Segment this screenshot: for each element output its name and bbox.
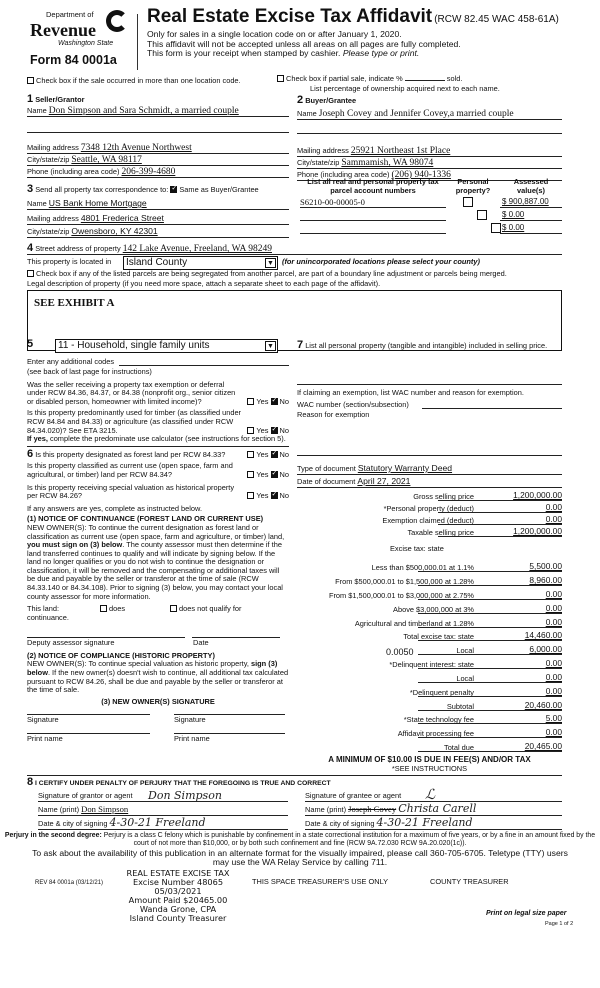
s7-personal-text: List all personal property (tangible and intangible) included in selling price. bbox=[305, 341, 548, 350]
s6-q1 bbox=[27, 447, 243, 460]
grantee-name-field[interactable] bbox=[305, 803, 562, 816]
notice2-title: (2) NOTICE OF COMPLIANCE (HISTORIC PROPERTY) bbox=[27, 650, 215, 660]
n2a: NEW OWNER(S): To continue special valuation as historic property, bbox=[27, 659, 251, 669]
personal-line[interactable] bbox=[297, 384, 562, 385]
stamp-line: Island County Treasurer bbox=[129, 913, 227, 923]
tax-row-label: *Delinquent interest: state bbox=[389, 660, 474, 669]
n2b: sign (3) below bbox=[27, 659, 278, 678]
grantor-name-field[interactable] bbox=[38, 803, 288, 816]
tax-row bbox=[300, 590, 562, 602]
seller-mail-field[interactable] bbox=[27, 144, 289, 154]
notice1-text bbox=[27, 524, 289, 601]
tax-row bbox=[300, 503, 562, 515]
tax-row-value[interactable]: 8,960.00 bbox=[478, 576, 562, 586]
parcel-line[interactable] bbox=[300, 233, 446, 234]
tax-row-value[interactable]: 20,460.00 bbox=[478, 701, 562, 711]
tax-row-value[interactable]: 1,200,000.00 bbox=[478, 491, 562, 501]
section-number: 8 bbox=[27, 776, 34, 788]
correspondence-heading bbox=[27, 185, 259, 195]
label: Mailing address bbox=[297, 146, 349, 155]
tax-row-value[interactable]: 0.00 bbox=[478, 687, 562, 697]
no-checkbox[interactable] bbox=[271, 427, 278, 434]
s5-q2-row bbox=[27, 409, 289, 435]
label: City/state/zip bbox=[27, 227, 70, 236]
yes-label: Yes bbox=[256, 491, 269, 501]
stamp-line: Excise Number 48065 bbox=[132, 877, 224, 887]
label: City/state/zip bbox=[27, 155, 70, 164]
grantor-name: Don Simpson bbox=[81, 804, 129, 814]
see-instructions: *SEE INSTRUCTIONS bbox=[391, 764, 468, 773]
tax-row bbox=[300, 618, 562, 630]
print-name-label: Print name bbox=[27, 734, 63, 744]
grantee-name: Joseph Covey bbox=[348, 804, 397, 814]
partial-label: Check box if partial sale, indicate % bbox=[286, 74, 403, 83]
s6-q1-text: Is this property designated as forest land per RCW 84.33? bbox=[35, 449, 226, 459]
alt-format-note: To ask about the availability of this publication in an alternate format for the visually impaired, please call 360-705-6705. Teletype (TTY) users may use the WA Relay Service by calling 711. bbox=[32, 848, 568, 867]
located-label: This property is located in bbox=[27, 257, 112, 266]
tax-row bbox=[300, 527, 562, 539]
s6-q2: Is this property classified as current use (open space, farm and agricultural, or timber) land per RCW 84.34? bbox=[27, 461, 233, 479]
buyer-title: Buyer/Grantee bbox=[305, 96, 357, 105]
exemption-note: If claiming an exemption, list WAC number and reason for exemption. bbox=[297, 388, 524, 397]
doc-type: Statutory Warranty Deed bbox=[357, 463, 453, 473]
ownership-note: List percentage of ownership acquired next to each name. bbox=[310, 84, 500, 93]
page-number: Page 1 of 2 bbox=[545, 921, 574, 927]
perjury-bold: Perjury in the second degree: bbox=[4, 832, 102, 839]
n1b: you must sign on (3) below bbox=[27, 540, 123, 550]
county-treasurer: COUNTY TREASURER bbox=[430, 877, 509, 886]
corr-name: US Bank Home Mortgage bbox=[48, 198, 147, 208]
seller-phone-field[interactable] bbox=[27, 168, 289, 178]
dor-logo bbox=[30, 10, 130, 50]
reason-label: Reason for exemption bbox=[297, 410, 370, 419]
header-line3a: This form is your receipt when stamped by cashier. bbox=[147, 48, 343, 59]
form-title: Real Estate Excise Tax Affidavit bbox=[147, 6, 433, 27]
s5-q1: Was the seller receiving a property tax exemption or deferral under RCW 84.36, 84.37, or 84.38 (nonprofit org., senior citizen or disabled person, homeowner with limited income)? bbox=[27, 379, 236, 406]
section-number: 2 bbox=[297, 94, 304, 106]
tax-row-value[interactable]: 5.00 bbox=[478, 714, 562, 724]
stamp-line: Amount Paid $20465.00 bbox=[128, 895, 228, 905]
s6-q2-yesno bbox=[247, 471, 289, 480]
header-line3 bbox=[147, 49, 461, 59]
tax-row bbox=[300, 701, 562, 713]
tax-row-label: From $500,000.01 to $1,500,000 at 1.28% bbox=[335, 577, 474, 586]
tax-row-value[interactable]: 20,465.00 bbox=[478, 742, 562, 752]
does-label: does bbox=[109, 604, 126, 614]
yes-checkbox[interactable] bbox=[247, 492, 254, 499]
seller-name-line2 bbox=[27, 132, 289, 133]
personal-property-checkbox[interactable] bbox=[477, 210, 487, 220]
s6-ifany: If any answers are yes, complete as instructed below. bbox=[27, 503, 202, 513]
tax-row-label: *State technology fee bbox=[403, 715, 474, 724]
label: City/state/zip bbox=[297, 158, 340, 167]
personal-header: Personal property? bbox=[455, 177, 491, 195]
parcel-number: S6210-00-00005-0 bbox=[300, 197, 365, 207]
yes-checkbox[interactable] bbox=[247, 427, 254, 434]
label: Mailing address bbox=[27, 143, 79, 152]
tax-row-label: Agricultural and timberland at 1.28% bbox=[354, 619, 474, 628]
assessed-value: $ 0.00 bbox=[500, 210, 562, 221]
assessed-header: Assessed value(s) bbox=[513, 177, 549, 195]
perjury-note bbox=[0, 832, 600, 848]
label: Name (print) bbox=[38, 805, 80, 814]
label: Date & city of signing bbox=[305, 819, 375, 828]
label: WAC number (section/subsection) bbox=[297, 400, 409, 409]
wac-field[interactable] bbox=[297, 401, 562, 410]
tax-row-label: Less than $500,000.01 at 1.1% bbox=[371, 563, 474, 572]
no-label: No bbox=[279, 449, 289, 459]
seller-city-field[interactable] bbox=[27, 156, 289, 166]
buyer-city: Sammamish, WA 98074 bbox=[341, 158, 434, 168]
assessed-value: $ 900,887.00 bbox=[500, 197, 562, 208]
label: Name bbox=[297, 109, 317, 118]
s5-q1-row bbox=[27, 381, 289, 407]
yes-label: Yes bbox=[256, 449, 269, 459]
doc-date: April 27, 2021 bbox=[357, 476, 411, 486]
corr-name-field[interactable] bbox=[27, 199, 289, 210]
grantee-sig-field[interactable] bbox=[305, 787, 562, 803]
seller-phone: 206-399-4680 bbox=[121, 167, 176, 177]
s5-q2: Is this property predominantly used for timber (as classified under RCW 84.84 and 84.33) or agriculture (as classified under RCW 84.34.020)? See ETA 3215. bbox=[27, 408, 242, 435]
label: Name (print) bbox=[305, 805, 347, 814]
corr-mail: 4801 Frederica Street bbox=[80, 213, 164, 223]
header-line3b: Please type or print. bbox=[342, 48, 420, 59]
stamp-line: Wanda Grone, CPA bbox=[139, 904, 217, 914]
grantee-signature-image: ℒ bbox=[425, 787, 436, 803]
section-number: 7 bbox=[297, 339, 304, 351]
does-not-label: does not qualify for bbox=[179, 604, 242, 614]
print-name-label: Print name bbox=[174, 734, 210, 744]
seller-title: Seller/Grantor bbox=[35, 95, 85, 104]
print-name-row bbox=[27, 725, 289, 744]
local-rate: 0.0050 bbox=[386, 647, 414, 657]
parcel-line[interactable] bbox=[300, 207, 446, 208]
tax-row-label: Total excise tax: state bbox=[403, 632, 474, 641]
buyer-name-line2 bbox=[297, 133, 562, 134]
same-as-buyer-checkbox[interactable] bbox=[170, 186, 177, 193]
tax-row bbox=[300, 576, 562, 588]
tax-row-label: *Delinquent penalty bbox=[409, 688, 474, 697]
tax-row-label: Exemption claimed (deduct) bbox=[382, 516, 474, 525]
header-line1: Only for sales in a single location code on or after January 1, 2020. bbox=[147, 29, 402, 39]
this-land-row bbox=[27, 605, 289, 614]
buyer-name: Joseph Covey and Jennifer Covey,a married couple bbox=[318, 109, 514, 119]
yes-checkbox[interactable] bbox=[247, 471, 254, 478]
grantor-date: 4-30-21 Freeland bbox=[109, 816, 206, 829]
tax-row-value[interactable]: 0.00 bbox=[478, 659, 562, 669]
s6-q3-yesno bbox=[247, 492, 289, 501]
s5-ifyes bbox=[27, 435, 289, 447]
header-divider bbox=[137, 14, 138, 70]
parcel-header: List all real and personal property tax parcel account numbers bbox=[307, 177, 439, 195]
yes-checkbox[interactable] bbox=[247, 451, 254, 458]
partial-sold: sold. bbox=[446, 74, 463, 83]
label: Signature of grantor or agent bbox=[38, 791, 133, 800]
tax-row-value[interactable]: 6,000.00 bbox=[478, 645, 562, 655]
signature-row bbox=[27, 706, 289, 725]
tax-row-value[interactable]: 0.00 bbox=[478, 618, 562, 628]
header-line2: This affidavit will not be accepted unless all areas on all pages are fully completed. bbox=[147, 38, 461, 49]
tax-row-label: From $1,500,000.01 to $3,000,000 at 2.75% bbox=[328, 591, 474, 600]
no-checkbox[interactable] bbox=[271, 398, 278, 405]
notice2-text bbox=[27, 660, 289, 694]
correspondence-label: Send all property tax correspondence to: bbox=[35, 185, 169, 194]
seller-name: Don Simpson and Sara Schmidt, a married couple bbox=[48, 106, 239, 116]
tax-row bbox=[300, 742, 562, 754]
logo-dept: Department of bbox=[46, 10, 94, 19]
does-not-checkbox[interactable] bbox=[170, 605, 241, 614]
tax-row bbox=[300, 714, 562, 726]
label: Enter any additional codes bbox=[27, 357, 115, 366]
tax-row-value[interactable]: 14,460.00 bbox=[478, 631, 562, 641]
doc-date-field[interactable] bbox=[297, 477, 562, 488]
county-select[interactable] bbox=[123, 256, 278, 270]
no-label: No bbox=[279, 469, 289, 479]
section-number: 3 bbox=[27, 183, 34, 195]
buyer-mail: 25921 Northeast 1st Place bbox=[350, 146, 451, 156]
legal-label: Legal description of property (if you need more space, attach a separate sheet to each page of the affidavit). bbox=[27, 279, 381, 288]
tax-row-label: Taxable selling price bbox=[407, 528, 474, 537]
ifyes-bold: If yes, bbox=[27, 434, 48, 444]
minimum-due: A MINIMUM OF $10.00 IS DUE IN FEE(S) AND/OR TAX bbox=[328, 755, 531, 764]
notice1-title: (1) NOTICE OF CONTINUANCE (FOREST LAND OR CURRENT USE) bbox=[27, 514, 264, 524]
ifyes-text: complete the predominate use calculator (see instructions for section 5). bbox=[47, 434, 286, 444]
certify bbox=[27, 776, 331, 788]
tax-row bbox=[300, 659, 562, 671]
notice3-title: (3) NEW OWNER(S) SIGNATURE bbox=[101, 696, 215, 706]
form-number: Form 84 0001a bbox=[30, 53, 117, 67]
property-street: 142 Lake Avenue, Freeland, WA 98249 bbox=[122, 244, 272, 254]
buyer-phone: (206) 940-1336 bbox=[391, 170, 451, 180]
tax-row-value[interactable]: 0.00 bbox=[478, 590, 562, 600]
chevron-down-icon: ▼ bbox=[265, 258, 276, 268]
tax-row bbox=[300, 687, 562, 699]
n1a: NEW OWNER(S): To continue the current designation as forest land or classification as current use (open space, farm and agriculture, or timber) land, bbox=[27, 522, 285, 541]
label: Mailing address bbox=[27, 214, 79, 223]
s6-q1-yesno bbox=[247, 451, 289, 460]
yes-label: Yes bbox=[256, 396, 269, 406]
no-label: No bbox=[279, 396, 289, 406]
signature-label: Signature bbox=[174, 715, 206, 725]
date-label: Date bbox=[193, 637, 209, 647]
this-land-label: This land: bbox=[27, 604, 60, 614]
s7-personal bbox=[297, 341, 559, 351]
partial-sale-checkbox[interactable] bbox=[277, 75, 462, 84]
see-back: (see back of last page for instructions) bbox=[27, 367, 152, 376]
personal-property-checkbox[interactable] bbox=[463, 197, 473, 207]
tax-row-label: Gross selling price bbox=[413, 492, 474, 501]
buyer-mail-field[interactable] bbox=[297, 147, 562, 157]
grantor-signature-image: Don Simpson bbox=[148, 789, 222, 802]
multi-location-checkbox[interactable] bbox=[27, 77, 241, 86]
tax-row-value[interactable]: 1,200,000.00 bbox=[478, 527, 562, 537]
tax-row-label: Subtotal bbox=[446, 702, 474, 711]
no-checkbox[interactable] bbox=[271, 471, 278, 478]
label: Name bbox=[27, 199, 47, 208]
county-note: (for unincorporated locations please select your county) bbox=[282, 257, 480, 266]
corr-mail-field[interactable] bbox=[27, 214, 289, 225]
segregated-label: Check box if any of the listed parcels are being segregated from another parcel, are part of a boundary line adjustment or parcels being merged. bbox=[36, 269, 507, 278]
buyer-city-field[interactable] bbox=[297, 159, 562, 169]
county-value: Island County bbox=[126, 257, 188, 268]
label: Phone (including area code) bbox=[297, 170, 390, 179]
doc-type-field[interactable] bbox=[297, 464, 562, 475]
tax-row-label: Affidavit processing fee bbox=[397, 729, 474, 738]
grantor-date-field[interactable] bbox=[38, 817, 288, 830]
deputy-label: Deputy assessor signature bbox=[27, 637, 115, 647]
label: Date of document bbox=[297, 477, 356, 486]
tax-row bbox=[300, 673, 562, 685]
grantee-date: 4-30-21 Freeland bbox=[376, 816, 473, 829]
street-field[interactable] bbox=[27, 244, 562, 255]
continuance: continuance. bbox=[27, 613, 69, 623]
section-number: 1 bbox=[27, 93, 34, 105]
n1c: . The county assessor must then determine if the land transferred continues to qualify and will indicate by signing below. If the land no longer qualifies or you do not wish to continue the designation or classification, it will be removed and the compensating or additional taxes will be due and payable by the seller or transferor at the time of sale (RCW 84.33.140 or 84.34.108). Prior to signing (3) below, you may contact your local county assessor for more information. bbox=[27, 540, 283, 601]
tax-row bbox=[300, 645, 562, 657]
label: Street address of property bbox=[35, 244, 121, 253]
s5-q1-yesno bbox=[247, 398, 289, 407]
s6-q2-row bbox=[27, 462, 289, 479]
tax-row-label: Above $3,000,000 at 3% bbox=[393, 605, 474, 614]
left-column bbox=[27, 358, 289, 744]
certify-text: I CERTIFY UNDER PENALTY OF PERJURY THAT THE FOREGOING IS TRUE AND CORRECT bbox=[35, 780, 331, 787]
tax-row bbox=[300, 631, 562, 643]
tax-row-value[interactable]: 0.00 bbox=[478, 515, 562, 525]
signature-label: Signature bbox=[27, 715, 59, 725]
excise-state-label: Excise tax: state bbox=[390, 544, 444, 553]
tax-row-value[interactable]: 0.00 bbox=[478, 728, 562, 738]
legal-description: SEE EXHIBIT A bbox=[34, 297, 115, 309]
buyer-heading bbox=[297, 96, 356, 106]
seller-name-field[interactable] bbox=[27, 107, 289, 117]
multi-location-label: Check box if the sale occurred in more than one location code. bbox=[36, 76, 241, 85]
treasurer-stamp bbox=[110, 869, 246, 923]
tax-row bbox=[300, 491, 562, 503]
corr-city: Owensboro, KY 42301 bbox=[71, 226, 158, 236]
tax-row bbox=[300, 728, 562, 740]
tax-row bbox=[300, 562, 562, 574]
s6-q3: Is this property receiving special valuation as historical property per RCW 84.26? bbox=[27, 482, 235, 501]
label: Phone (including area code) bbox=[27, 167, 120, 176]
section-number: 4 bbox=[27, 242, 34, 254]
logo-revenue: Revenue bbox=[30, 20, 96, 40]
logo-swoosh-icon bbox=[106, 10, 128, 32]
tax-row-label: Total due bbox=[444, 743, 474, 752]
logo-state: Washington State bbox=[58, 40, 114, 47]
buyer-name-field[interactable] bbox=[297, 110, 562, 120]
yes-checkbox[interactable] bbox=[247, 398, 254, 405]
seller-city: Seattle, WA 98117 bbox=[71, 155, 142, 165]
land-use-value: 11 - Household, single family units bbox=[58, 340, 210, 351]
land-use-select[interactable] bbox=[55, 339, 278, 353]
tax-row-value[interactable]: 0.00 bbox=[478, 673, 562, 683]
rev-number: REV 84 0001a (03/12/21) bbox=[35, 880, 104, 886]
tax-row-label: Local bbox=[456, 674, 474, 683]
does-checkbox[interactable] bbox=[100, 605, 125, 614]
form-title-row bbox=[147, 6, 559, 28]
label: Signature of grantee or agent bbox=[305, 791, 402, 800]
seller-heading bbox=[27, 95, 84, 105]
yes-label: Yes bbox=[256, 425, 269, 435]
section-number: 6 bbox=[27, 447, 34, 460]
form-rcw: (RCW 82.45 WAC 458-61A) bbox=[434, 14, 559, 25]
same-as-buyer-label: Same as Buyer/Grantee bbox=[179, 185, 259, 194]
s6-q1-row bbox=[27, 447, 289, 460]
tax-row-label: *Personal property (deduct) bbox=[383, 504, 474, 513]
stamp-line: REAL ESTATE EXCISE TAX bbox=[126, 868, 230, 878]
additional-codes-field[interactable] bbox=[27, 358, 289, 368]
no-checkbox[interactable] bbox=[271, 451, 278, 458]
segregated-checkbox[interactable] bbox=[27, 270, 507, 279]
corr-city-field[interactable] bbox=[27, 227, 289, 238]
treasurer-space: THIS SPACE TREASURER'S USE ONLY bbox=[252, 877, 389, 886]
tax-row-label: Local bbox=[456, 646, 474, 655]
yes-label: Yes bbox=[256, 469, 269, 479]
deputy-row bbox=[27, 637, 289, 648]
assessed-value: $ 0.00 bbox=[500, 223, 562, 234]
no-checkbox[interactable] bbox=[271, 492, 278, 499]
tax-row-value[interactable]: 0.00 bbox=[478, 503, 562, 513]
label: Name bbox=[27, 106, 47, 115]
chevron-down-icon: ▼ bbox=[265, 341, 276, 351]
s6-q3-row bbox=[27, 484, 289, 501]
label: Date & city of signing bbox=[38, 819, 108, 828]
reason-line[interactable] bbox=[297, 455, 562, 456]
tax-row-value[interactable]: 5,500.00 bbox=[478, 562, 562, 572]
no-label: No bbox=[279, 425, 289, 435]
section-number: 5 bbox=[27, 338, 34, 350]
perjury-text: Perjury is a class C felony which is punishable by confinement in a state correctional institution for a maximum of five years, or by a fine in an amount fixed by the court of not more than $10,000, or by both such confinement and fine (RCW 9A.72.030 RCW 9A.20.020(1c)). bbox=[101, 832, 596, 847]
parcel-line[interactable] bbox=[300, 220, 446, 221]
grantee-handwritten-name: Christa Carell bbox=[398, 802, 477, 815]
legal-paper-note: Print on legal size paper bbox=[486, 910, 567, 917]
tax-row-value[interactable]: 0.00 bbox=[478, 604, 562, 614]
stamp-line: 05/03/2021 bbox=[154, 886, 202, 896]
tax-row bbox=[300, 604, 562, 616]
label: Type of document bbox=[297, 464, 356, 473]
seller-mail: 7348 12th Avenue Northwest bbox=[80, 143, 192, 153]
grantee-date-field[interactable] bbox=[305, 817, 562, 830]
n2c: . If the new owner(s) doesn't wish to continue, all additional tax calculated pursuant to RCW 84.26, shall be due and payable by the seller or transferor at the time of sale. bbox=[27, 668, 289, 695]
no-label: No bbox=[279, 491, 289, 501]
grantor-sig-field[interactable] bbox=[38, 790, 288, 802]
